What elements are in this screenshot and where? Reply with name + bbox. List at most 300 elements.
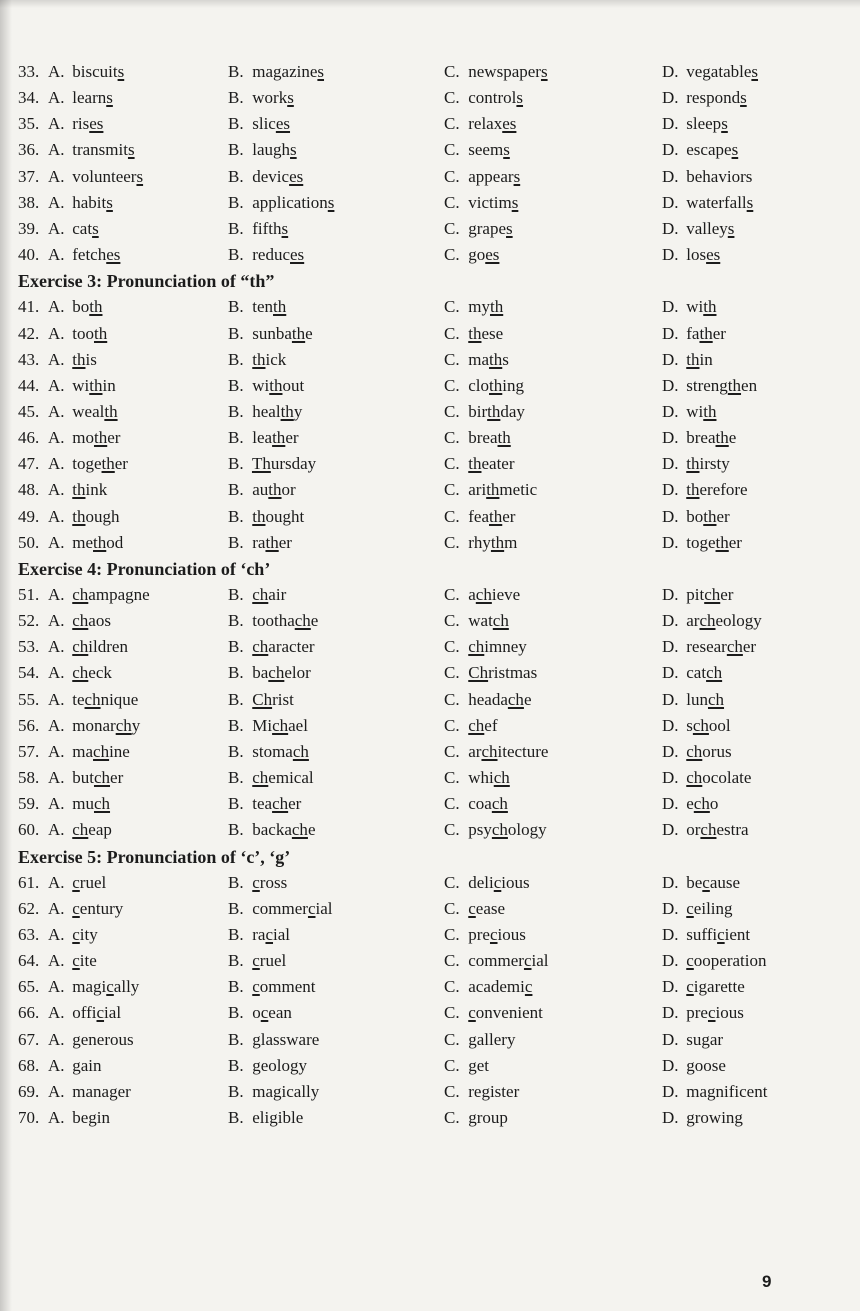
answer-option-d: [662, 974, 745, 1000]
option-word: backache: [252, 820, 316, 840]
option-word: monarchy: [72, 715, 141, 735]
option-letter: C.: [444, 480, 460, 500]
option-letter: A.: [48, 140, 65, 160]
option-word: century: [72, 898, 124, 918]
answer-option-b: [228, 321, 313, 347]
answer-option-b: [228, 347, 286, 373]
question-number: 39.: [18, 218, 40, 238]
question-number: 36.: [18, 140, 40, 160]
question-number: 33.: [18, 62, 40, 81]
option-word: waterfalls: [686, 192, 754, 212]
question-row: [0, 687, 860, 713]
option-letter: B.: [228, 428, 244, 448]
option-word: seems: [468, 140, 510, 160]
option-word: academic: [468, 977, 533, 997]
answer-option-c: [444, 713, 498, 739]
option-letter: C.: [444, 1003, 460, 1023]
question-number: 57.: [18, 741, 40, 761]
option-word: commercial: [468, 951, 549, 971]
option-letter: B.: [228, 794, 244, 814]
option-word: geology: [252, 1055, 308, 1075]
option-letter: A.: [48, 820, 65, 840]
option-letter: D.: [662, 349, 679, 369]
option-letter: B.: [228, 375, 244, 395]
answer-option-a: [48, 1105, 110, 1131]
option-letter: D.: [662, 454, 679, 474]
question-number: 65.: [18, 977, 40, 997]
answer-option-c: [444, 373, 524, 399]
answer-option-d: [662, 451, 730, 477]
option-word: much: [72, 794, 111, 814]
option-letter: C.: [444, 689, 460, 709]
answer-option-c: [444, 1079, 519, 1105]
option-word: chef: [468, 715, 498, 735]
option-word: pitcher: [686, 585, 734, 604]
answer-option-a: [48, 216, 99, 242]
answer-option-a: [48, 948, 97, 974]
option-word: learns: [72, 88, 113, 108]
question-row: [0, 451, 860, 477]
question-row: [0, 399, 860, 425]
answer-option-d: [662, 111, 728, 137]
answer-option-b: [228, 687, 294, 713]
option-letter: C.: [444, 1029, 460, 1049]
answer-option-d: [662, 896, 733, 922]
question-row: [0, 321, 860, 347]
option-word: precious: [468, 924, 526, 944]
option-word: newspapers: [468, 62, 548, 81]
answer-option-c: [444, 634, 527, 660]
answer-option-d: [662, 85, 747, 111]
option-word: grapes: [468, 218, 513, 238]
option-letter: D.: [662, 872, 679, 892]
question-row: [0, 242, 860, 268]
option-letter: C.: [444, 166, 460, 186]
option-word: volunteers: [72, 166, 144, 186]
option-letter: B.: [228, 114, 244, 134]
answer-option-c: [444, 791, 508, 817]
option-letter: B.: [228, 192, 244, 212]
option-word: get: [468, 1055, 490, 1075]
option-letter: A.: [48, 428, 65, 448]
option-letter: C.: [444, 872, 460, 892]
option-letter: A.: [48, 951, 65, 971]
option-word: register: [468, 1081, 520, 1101]
option-word: cruel: [72, 872, 107, 892]
option-letter: D.: [662, 401, 679, 421]
answer-option-d: [662, 530, 742, 556]
answer-option-d: [662, 399, 716, 425]
option-word: maths: [468, 349, 509, 369]
option-word: vegatables: [686, 62, 759, 81]
option-letter: A.: [48, 375, 65, 395]
answer-option-a: [48, 137, 135, 163]
option-letter: D.: [662, 820, 679, 840]
option-letter: A.: [48, 532, 65, 552]
answer-option-c: [444, 687, 531, 713]
option-letter: B.: [228, 872, 244, 892]
option-letter: D.: [662, 140, 679, 160]
answer-option-d: [662, 1105, 743, 1131]
option-word: applications: [252, 192, 335, 212]
option-letter: A.: [48, 585, 65, 604]
option-word: tenth: [252, 297, 287, 317]
answer-option-a: [48, 1079, 131, 1105]
answer-option-b: [228, 425, 299, 451]
question-row: [0, 765, 860, 791]
option-word: coach: [468, 794, 508, 814]
answer-option-c: [444, 190, 518, 216]
option-letter: A.: [48, 715, 65, 735]
answer-option-a: [48, 399, 118, 425]
option-word: healthy: [252, 401, 303, 421]
answer-option-d: [662, 817, 749, 843]
answer-option-a: [48, 190, 113, 216]
answer-option-a: [48, 974, 139, 1000]
answer-option-d: [662, 425, 736, 451]
option-word: gallery: [468, 1029, 516, 1049]
answer-option-a: [48, 660, 112, 686]
question-row: [0, 948, 860, 974]
option-word: psychology: [468, 820, 547, 840]
answer-option-d: [662, 59, 758, 85]
answer-option-a: [48, 870, 106, 896]
option-letter: D.: [662, 428, 679, 448]
option-word: fetches: [72, 245, 121, 265]
question-number: 68.: [18, 1055, 40, 1075]
option-word: toothache: [252, 611, 319, 631]
answer-option-c: [444, 948, 549, 974]
option-letter: C.: [444, 1108, 460, 1127]
option-word: relaxes: [468, 114, 517, 134]
question-number: 66.: [18, 1003, 40, 1023]
option-word: arithmetic: [468, 480, 538, 500]
option-word: father: [686, 323, 726, 343]
question-number: 67.: [18, 1029, 40, 1049]
question-row: [0, 634, 860, 660]
option-word: breath: [468, 428, 511, 448]
answer-option-c: [444, 321, 503, 347]
answer-option-d: [662, 1053, 726, 1079]
answer-option-a: [48, 321, 107, 347]
answer-option-b: [228, 896, 333, 922]
answer-option-c: [444, 974, 532, 1000]
option-word: mother: [72, 428, 121, 448]
answer-option-d: [662, 687, 724, 713]
option-word: sleeps: [686, 114, 728, 134]
option-letter: B.: [228, 245, 244, 265]
option-word: goes: [468, 245, 500, 265]
answer-option-a: [48, 687, 138, 713]
answer-option-d: [662, 164, 752, 190]
option-letter: B.: [228, 741, 244, 761]
answer-option-a: [48, 634, 128, 660]
option-letter: D.: [662, 192, 679, 212]
option-letter: B.: [228, 62, 244, 81]
option-letter: D.: [662, 218, 679, 238]
option-letter: C.: [444, 428, 460, 448]
question-row: [0, 817, 860, 843]
option-letter: C.: [444, 637, 460, 657]
option-word: strengthen: [686, 375, 758, 395]
option-word: bachelor: [252, 663, 311, 683]
option-word: growing: [686, 1108, 743, 1127]
option-letter: B.: [228, 88, 244, 108]
option-word: gain: [72, 1055, 102, 1075]
question-number: 44.: [18, 375, 40, 395]
option-letter: D.: [662, 768, 679, 788]
answer-option-c: [444, 164, 520, 190]
option-letter: C.: [444, 88, 460, 108]
answer-option-a: [48, 530, 123, 556]
option-word: architecture: [468, 741, 549, 761]
option-word: echo: [686, 794, 719, 814]
option-letter: A.: [48, 480, 65, 500]
answer-option-c: [444, 477, 537, 503]
option-word: ceiling: [686, 898, 733, 918]
option-word: children: [72, 637, 128, 657]
question-row: [0, 1027, 860, 1053]
question-row: [0, 974, 860, 1000]
option-word: magically: [72, 977, 140, 997]
answer-option-a: [48, 111, 103, 137]
answer-option-b: [228, 765, 314, 791]
answer-option-c: [444, 242, 499, 268]
option-letter: A.: [48, 1108, 65, 1127]
option-word: thick: [252, 349, 287, 369]
answer-option-d: [662, 948, 767, 974]
question-row: [0, 713, 860, 739]
option-word: cite: [72, 951, 97, 971]
option-word: magnificent: [686, 1081, 768, 1101]
option-letter: B.: [228, 637, 244, 657]
answer-option-a: [48, 477, 107, 503]
option-word: manager: [72, 1081, 131, 1101]
option-letter: B.: [228, 1108, 244, 1127]
question-number: 38.: [18, 192, 40, 212]
option-letter: A.: [48, 1081, 65, 1101]
question-number: 49.: [18, 506, 40, 526]
option-word: character: [252, 637, 315, 657]
option-letter: D.: [662, 1003, 679, 1023]
answer-option-d: [662, 1079, 767, 1105]
option-letter: C.: [444, 192, 460, 212]
option-word: author: [252, 480, 296, 500]
answer-option-c: [444, 294, 503, 320]
option-word: valleys: [686, 218, 735, 238]
option-letter: B.: [228, 663, 244, 683]
option-word: controls: [468, 88, 524, 108]
answer-option-c: [444, 59, 548, 85]
question-number: 45.: [18, 401, 40, 421]
answer-option-b: [228, 713, 308, 739]
answer-option-a: [48, 791, 110, 817]
answer-option-c: [444, 922, 526, 948]
question-row: [0, 425, 860, 451]
answer-option-a: [48, 922, 98, 948]
option-letter: D.: [662, 480, 679, 500]
option-letter: C.: [444, 218, 460, 238]
option-letter: D.: [662, 924, 679, 944]
option-word: champagne: [72, 585, 150, 604]
page-top-shadow: [0, 0, 860, 8]
answer-option-a: [48, 1000, 121, 1026]
answer-option-d: [662, 190, 753, 216]
question-number: 61.: [18, 872, 40, 892]
answer-option-a: [48, 373, 116, 399]
question-number: 62.: [18, 898, 40, 918]
option-word: together: [686, 532, 742, 552]
answer-option-c: [444, 660, 537, 686]
option-letter: A.: [48, 872, 65, 892]
option-letter: D.: [662, 585, 679, 604]
option-letter: C.: [444, 454, 460, 474]
option-letter: B.: [228, 349, 244, 369]
question-row: [0, 216, 860, 242]
answer-option-a: [48, 294, 102, 320]
option-word: fifths: [252, 218, 289, 238]
answer-option-d: [662, 870, 740, 896]
answer-option-c: [444, 530, 517, 556]
option-letter: C.: [444, 898, 460, 918]
answer-option-c: [444, 137, 510, 163]
answer-option-b: [228, 608, 318, 634]
question-number: 52.: [18, 611, 40, 631]
answer-option-c: [444, 739, 548, 765]
option-letter: D.: [662, 689, 679, 709]
option-word: catch: [686, 663, 723, 683]
option-word: biscuits: [72, 62, 125, 81]
option-letter: C.: [444, 1055, 460, 1075]
option-letter: C.: [444, 768, 460, 788]
option-letter: C.: [444, 401, 460, 421]
answer-option-d: [662, 739, 732, 765]
option-word: convenient: [468, 1003, 543, 1023]
question-row: [0, 477, 860, 503]
answer-option-d: [662, 504, 730, 530]
option-word: glassware: [252, 1029, 320, 1049]
option-word: both: [72, 297, 103, 317]
option-letter: C.: [444, 977, 460, 997]
option-letter: B.: [228, 820, 244, 840]
answer-option-b: [228, 373, 304, 399]
question-row: [0, 347, 860, 373]
question-number: 43.: [18, 349, 40, 369]
question-row: [0, 870, 860, 896]
option-word: transmits: [72, 140, 135, 160]
question-row: [0, 1105, 860, 1131]
option-letter: B.: [228, 532, 244, 552]
option-word: bother: [686, 506, 730, 526]
option-letter: A.: [48, 506, 65, 526]
answer-option-c: [444, 608, 509, 634]
answer-option-d: [662, 347, 713, 373]
option-letter: A.: [48, 114, 65, 134]
option-letter: B.: [228, 1081, 244, 1101]
option-word: Michael: [252, 715, 308, 735]
answer-option-b: [228, 216, 288, 242]
question-row: [0, 1053, 860, 1079]
option-letter: B.: [228, 611, 244, 631]
option-word: leather: [252, 428, 299, 448]
option-word: feather: [468, 506, 516, 526]
answer-option-d: [662, 1027, 723, 1053]
question-row: [0, 1000, 860, 1026]
answer-option-d: [662, 1000, 744, 1026]
option-word: though: [72, 506, 120, 526]
option-word: eligible: [252, 1108, 304, 1127]
answer-option-b: [228, 582, 286, 608]
option-letter: A.: [48, 741, 65, 761]
option-word: watch: [468, 611, 509, 631]
option-word: cross: [252, 872, 288, 892]
option-letter: B.: [228, 898, 244, 918]
option-letter: B.: [228, 1003, 244, 1023]
option-word: butcher: [72, 768, 124, 788]
option-letter: C.: [444, 611, 460, 631]
option-word: together: [72, 454, 128, 474]
answer-option-a: [48, 1053, 102, 1079]
option-word: chemical: [252, 768, 314, 788]
option-letter: D.: [662, 898, 679, 918]
answer-option-a: [48, 425, 120, 451]
option-word: check: [72, 663, 112, 683]
answer-option-d: [662, 242, 720, 268]
question-number: 56.: [18, 715, 40, 735]
answer-option-d: [662, 582, 733, 608]
option-letter: C.: [444, 532, 460, 552]
option-letter: D.: [662, 114, 679, 134]
answer-option-b: [228, 1000, 292, 1026]
option-letter: A.: [48, 192, 65, 212]
answer-option-b: [228, 870, 287, 896]
answer-option-b: [228, 242, 304, 268]
question-number: 53.: [18, 637, 40, 657]
answer-option-c: [444, 1027, 515, 1053]
option-word: behaviors: [686, 166, 753, 186]
option-word: cheap: [72, 820, 112, 840]
answer-option-c: [444, 817, 547, 843]
option-word: cats: [72, 218, 99, 238]
option-letter: B.: [228, 1055, 244, 1075]
answer-option-b: [228, 1053, 307, 1079]
option-word: without: [252, 375, 305, 395]
option-word: because: [686, 872, 741, 892]
answer-option-c: [444, 451, 515, 477]
option-word: chorus: [686, 741, 732, 761]
option-word: magazines: [252, 62, 325, 81]
option-word: with: [686, 401, 717, 421]
option-letter: A.: [48, 1055, 65, 1075]
option-word: chimney: [468, 637, 527, 657]
option-letter: C.: [444, 323, 460, 343]
answer-option-c: [444, 111, 516, 137]
answer-option-d: [662, 634, 756, 660]
answer-option-b: [228, 948, 286, 974]
option-word: delicious: [468, 872, 530, 892]
answer-option-c: [444, 216, 513, 242]
option-letter: C.: [444, 297, 460, 317]
option-letter: A.: [48, 611, 65, 631]
option-letter: A.: [48, 663, 65, 683]
answer-option-b: [228, 59, 324, 85]
option-letter: D.: [662, 62, 679, 81]
answer-option-b: [228, 451, 316, 477]
option-letter: C.: [444, 349, 460, 369]
question-number: 69.: [18, 1081, 40, 1101]
exercise-heading: Exercise 3: Pronunciation of “th”: [18, 271, 275, 292]
answer-option-c: [444, 504, 515, 530]
